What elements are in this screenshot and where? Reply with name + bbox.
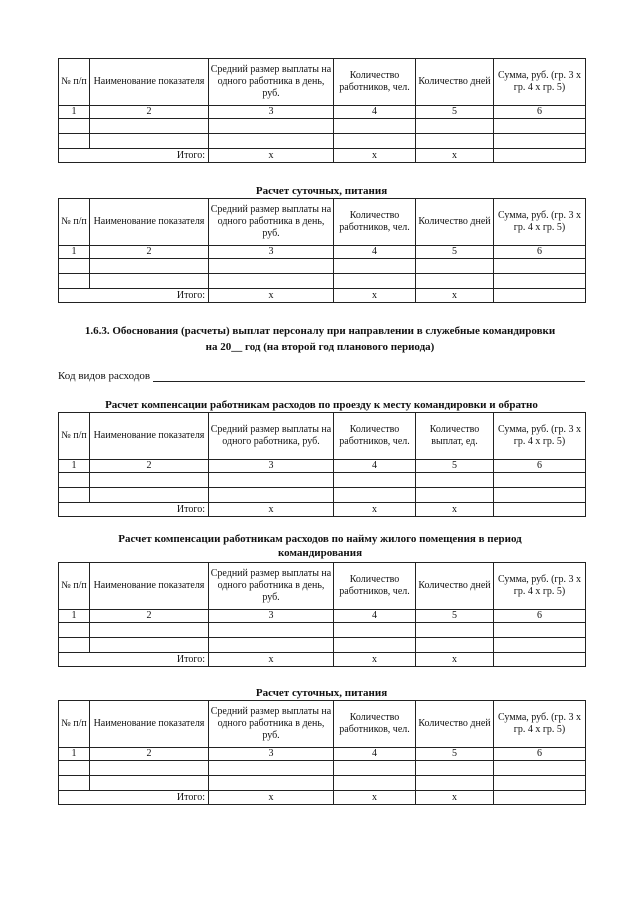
- col-days-header: Количество дней: [416, 701, 494, 748]
- col-name-header: Наименование показателя: [90, 563, 209, 610]
- col-name-header: Наименование показателя: [90, 701, 209, 748]
- col-num-header: № п/п: [59, 701, 90, 748]
- total-cell: x: [334, 503, 416, 517]
- col-sum-header: Сумма, руб. (гр. 3 х гр. 4 х гр. 5): [494, 199, 586, 246]
- total-cell: x: [416, 653, 494, 667]
- col-num-header: № п/п: [59, 413, 90, 460]
- col-index: 3: [209, 106, 334, 119]
- col-workers-header: Количество работников, чел.: [334, 563, 416, 610]
- col-sum-header: Сумма, руб. (гр. 3 х гр. 4 х гр. 5): [494, 701, 586, 748]
- col-index: 6: [494, 460, 586, 473]
- col-index: 4: [334, 610, 416, 623]
- table-1: [58, 58, 586, 163]
- col-index: 6: [494, 246, 586, 259]
- table-2: [58, 198, 586, 303]
- col-index: 3: [209, 748, 334, 761]
- total-cell: x: [209, 503, 334, 517]
- col-index: 2: [90, 610, 209, 623]
- table-row: [59, 134, 586, 149]
- total-cell: x: [416, 791, 494, 805]
- col-name-header: Наименование показателя: [90, 199, 209, 246]
- total-cell: x: [209, 653, 334, 667]
- col-index: 4: [334, 748, 416, 761]
- total-label: Итого:: [59, 791, 209, 805]
- col-index: 6: [494, 106, 586, 119]
- total-cell: x: [334, 289, 416, 303]
- col-index: 3: [209, 610, 334, 623]
- col-sum-header: Сумма, руб. (гр. 3 х гр. 4 х гр. 5): [494, 413, 586, 460]
- total-label: Итого:: [59, 289, 209, 303]
- col-index: 3: [209, 460, 334, 473]
- total-label: Итого:: [59, 149, 209, 163]
- col-avg-header: Средний размер выплаты на одного работника в день, руб.: [209, 199, 334, 246]
- col-index: 5: [416, 610, 494, 623]
- heading-daily-2: Расчет суточных, питания: [255, 687, 388, 699]
- col-sum-header: Сумма, руб. (гр. 3 х гр. 4 х гр. 5): [494, 59, 586, 106]
- col-sum-header: Сумма, руб. (гр. 3 х гр. 4 х гр. 5): [494, 563, 586, 610]
- col-name-header: Наименование показателя: [90, 59, 209, 106]
- table-row: [59, 776, 586, 791]
- total-cell: [494, 653, 586, 667]
- col-payments-header: Количество выплат, ед.: [416, 413, 494, 460]
- col-index: 5: [416, 106, 494, 119]
- total-row: [59, 289, 586, 303]
- total-cell: [494, 503, 586, 517]
- col-avg-header: Средний размер выплаты на одного работника в день, руб.: [209, 701, 334, 748]
- col-index: 1: [59, 246, 90, 259]
- col-workers-header: Количество работников, чел.: [334, 59, 416, 106]
- col-index: 4: [334, 246, 416, 259]
- col-index: 5: [416, 748, 494, 761]
- heading-housing-line2: командирования: [277, 547, 363, 559]
- col-num-header: № п/п: [59, 199, 90, 246]
- total-label: Итого:: [59, 503, 209, 517]
- col-index: 2: [90, 748, 209, 761]
- total-cell: x: [334, 653, 416, 667]
- table-row: [59, 259, 586, 274]
- col-name-header: Наименование показателя: [90, 413, 209, 460]
- heading-travel: Расчет компенсации работникам расходов по проезду к месту командировки и обратно: [105, 399, 538, 411]
- table-4: [58, 562, 586, 667]
- table-row: [59, 761, 586, 776]
- total-cell: x: [334, 149, 416, 163]
- col-index: 6: [494, 610, 586, 623]
- total-cell: x: [209, 791, 334, 805]
- col-index: 2: [90, 246, 209, 259]
- table-row: [59, 274, 586, 289]
- total-cell: x: [416, 149, 494, 163]
- total-cell: x: [209, 289, 334, 303]
- table-row: [59, 488, 586, 503]
- col-index: 1: [59, 460, 90, 473]
- total-cell: [494, 791, 586, 805]
- table-5: [58, 700, 586, 805]
- total-cell: [494, 149, 586, 163]
- total-row: [59, 149, 586, 163]
- col-index: 1: [59, 748, 90, 761]
- col-avg-header: Средний размер выплаты на одного работника в день, руб.: [209, 563, 334, 610]
- table-3: [58, 412, 586, 517]
- col-index: 3: [209, 246, 334, 259]
- kod-label: Код видов расходов: [58, 370, 151, 382]
- col-days-header: Количество дней: [416, 199, 494, 246]
- col-index: 5: [416, 246, 494, 259]
- col-index: 4: [334, 106, 416, 119]
- col-avg-header: Средний размер выплаты на одного работника в день, руб.: [209, 59, 334, 106]
- col-index: 2: [90, 106, 209, 119]
- total-row: [59, 791, 586, 805]
- total-cell: x: [416, 503, 494, 517]
- table-row: [59, 473, 586, 488]
- col-index: 2: [90, 460, 209, 473]
- total-cell: x: [416, 289, 494, 303]
- col-index: 4: [334, 460, 416, 473]
- total-row: [59, 503, 586, 517]
- col-index: 5: [416, 460, 494, 473]
- heading-daily-1: Расчет суточных, питания: [255, 185, 388, 197]
- col-days-header: Количество дней: [416, 59, 494, 106]
- total-cell: x: [209, 149, 334, 163]
- total-label: Итого:: [59, 653, 209, 667]
- col-num-header: № п/п: [59, 563, 90, 610]
- total-row: [59, 653, 586, 667]
- col-workers-header: Количество работников, чел.: [334, 413, 416, 460]
- table-row: [59, 638, 586, 653]
- col-avg-header: Средний размер выплаты на одного работника, руб.: [209, 413, 334, 460]
- col-num-header: № п/п: [59, 59, 90, 106]
- col-index: 1: [59, 106, 90, 119]
- total-cell: x: [334, 791, 416, 805]
- col-workers-header: Количество работников, чел.: [334, 199, 416, 246]
- section-heading-line2: на 20__ год (на второй год планового периода): [205, 341, 435, 353]
- col-index: 1: [59, 610, 90, 623]
- col-index: 6: [494, 748, 586, 761]
- section-heading: 1.6.3. Обоснования (расчеты) выплат персоналу при направлении в служебные командировки: [84, 325, 556, 337]
- kod-input-line[interactable]: [153, 381, 585, 382]
- total-cell: [494, 289, 586, 303]
- heading-housing: Расчет компенсации работникам расходов по найму жилого помещения в период: [118, 533, 522, 545]
- table-row: [59, 119, 586, 134]
- col-days-header: Количество дней: [416, 563, 494, 610]
- table-row: [59, 623, 586, 638]
- col-workers-header: Количество работников, чел.: [334, 701, 416, 748]
